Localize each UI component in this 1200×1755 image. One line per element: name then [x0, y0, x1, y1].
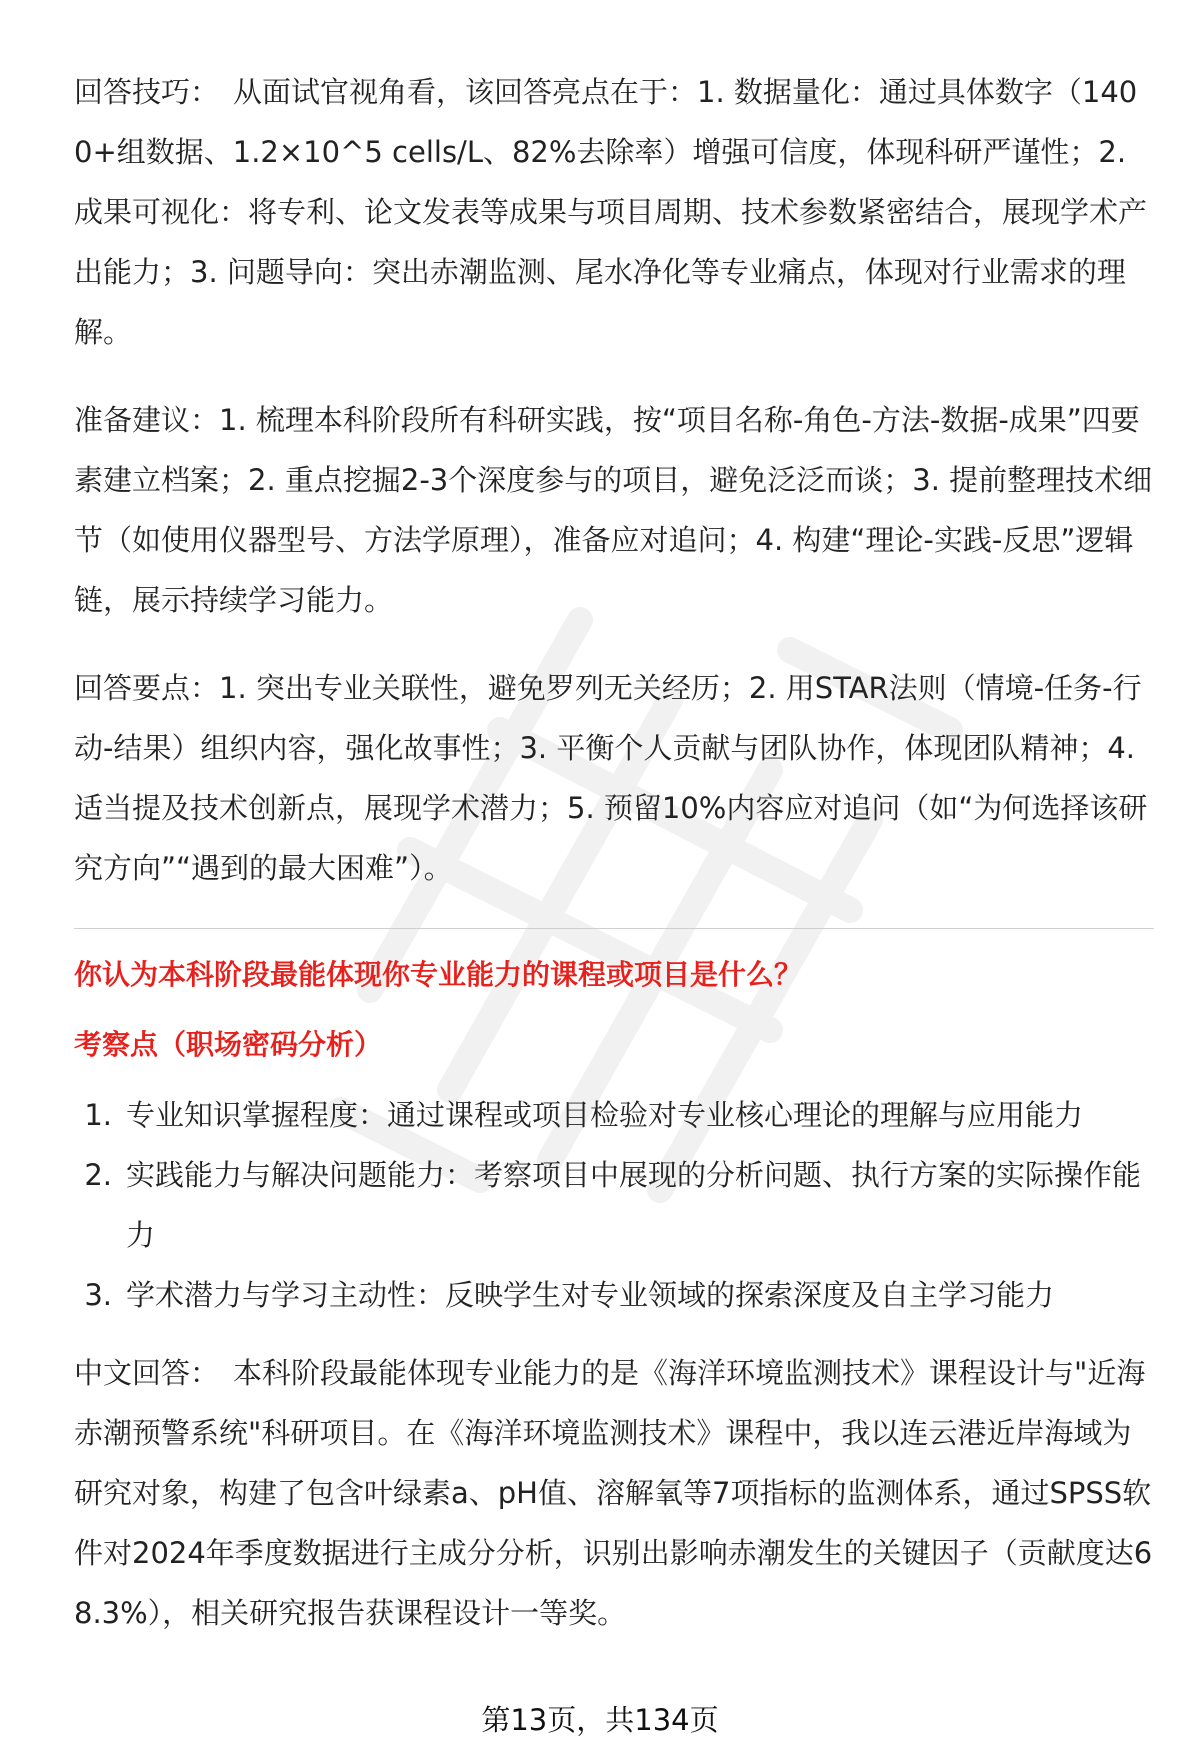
list-item-number: 2.: [84, 1158, 112, 1192]
list-item-number: 1.: [84, 1098, 112, 1132]
prep-label: 准备建议：: [74, 403, 220, 437]
document-body: [74, 62, 1154, 1671]
list-item: [74, 1145, 1154, 1265]
question-subtitle: 考察点（职场密码分析）: [74, 1028, 383, 1061]
list-item-text: 实践能力与解决问题能力：考察项目中展现的分析问题、执行方案的实际操作能力: [126, 1158, 1142, 1252]
tips-text: 从面试官视角看，该回答亮点在于：1. 数据量化：通过具体数字（1400+组数据、1.2×10^5 cells/L、82%去除率）增强可信度，体现科研严谨性；2. 成果可视化：将专利、论文发表等成果与项目周期、技术参数紧密结合，展现学术产出能力；3. 问题导向：突出赤潮监测、尾水净化等专业痛点，体现对行业需求的理解。: [74, 75, 1148, 349]
points-text: 1. 突出专业关联性，避免罗列无关经历；2. 用STAR法则（情境-任务-行动-结果）组织内容，强化故事性；3. 平衡个人贡献与团队协作，体现团队精神；4. 适当提及技术创新点，展现学术潜力；5. 预留10%内容应对追问（如“为何选择该研究方向”“遇到的最大困难”）。: [74, 671, 1148, 885]
list-item: [74, 1085, 1154, 1145]
answer-text: 本科阶段最能体现专业能力的是《海洋环境监测技术》课程设计与"近海赤潮预警系统"科研项目。在《海洋环境监测技术》课程中，我以连云港近岸海域为研究对象，构建了包含叶绿素a、pH值、溶解氧等7项指标的监测体系，通过SPSS软件对2024年季度数据进行主成分分析，识别出影响赤潮发生的关键因子（贡献度达68.3%），相关研究报告获课程设计一等奖。: [74, 1356, 1153, 1630]
question-title: 你认为本科阶段最能体现你专业能力的课程或项目是什么？: [74, 958, 803, 991]
page-number: 第13页，共134页: [481, 1703, 719, 1737]
prep-text: 1. 梳理本科阶段所有科研实践，按“项目名称-角色-方法-数据-成果”四要素建立档案；2. 重点挖掘2-3个深度参与的项目，避免泛泛而谈；3. 提前整理技术细节（如使用仪器型号、方法学原理），准备应对追问；4. 构建“理论-实践-反思”逻辑链，展示持续学习能力。: [74, 403, 1153, 617]
points-label: 回答要点：: [74, 671, 220, 705]
points-paragraph: [74, 658, 1154, 898]
list-item: [74, 1265, 1154, 1325]
tips-paragraph: [74, 62, 1154, 362]
tips-label: 回答技巧：: [74, 75, 220, 109]
assessment-list: [74, 1085, 1154, 1325]
list-item-number: 3.: [84, 1278, 112, 1312]
answer-label: 中文回答：: [74, 1356, 220, 1390]
answer-paragraph: [74, 1343, 1154, 1643]
prep-paragraph: [74, 390, 1154, 630]
section-divider: [74, 928, 1154, 929]
list-item-text: 专业知识掌握程度：通过课程或项目检验对专业核心理论的理解与应用能力: [126, 1098, 1084, 1132]
list-item-text: 学术潜力与学习主动性：反映学生对专业领域的探索深度及自主学习能力: [126, 1278, 1055, 1312]
